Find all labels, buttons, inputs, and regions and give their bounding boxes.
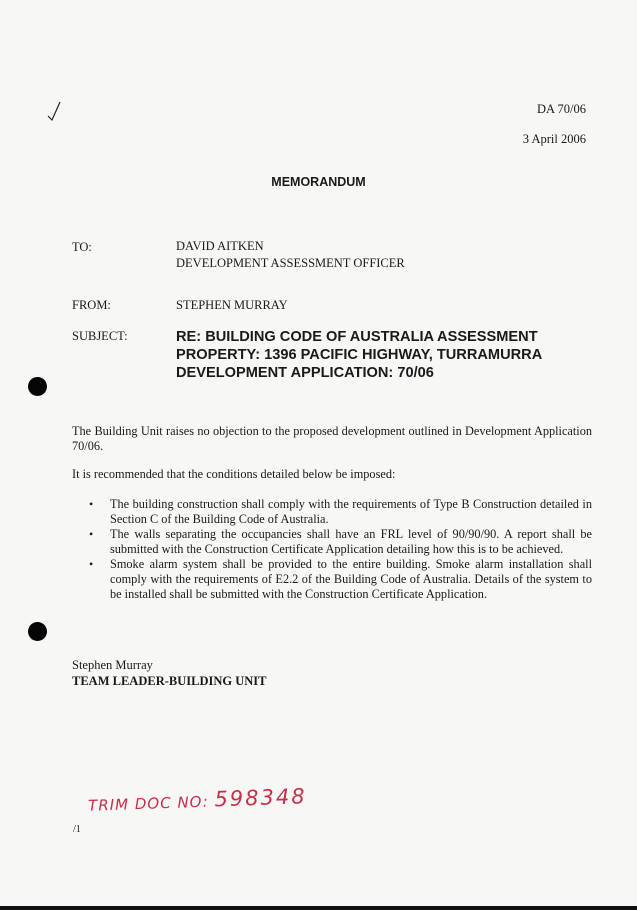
subject-label: SUBJECT: [72,329,128,343]
recipient-position: DEVELOPMENT ASSESSMENT OFFICER [176,256,405,270]
handwritten-label: TRIM DOC NO: [87,792,210,815]
condition-text: The walls separating the occupancies shall have an FRL level of 90/90/90. A report shall be submitted with the Construction Certificate Application detailing how this is to be achieved. [110,527,592,556]
handwritten-doc-number: 598348 [214,784,307,812]
body-paragraph-1: The Building Unit raises no objection to the proposed development outlined in Development Application 70/06. [72,424,592,453]
list-item [72,557,592,602]
document-reference: DA 70/06 [537,102,586,116]
bullet-icon: • [89,527,94,541]
bullet-icon: • [89,497,94,511]
to-label: TO: [72,240,92,254]
handwritten-trim-note [88,784,307,816]
condition-text: Smoke alarm system shall be provided to the entire building. Smoke alarm installation shall comply with the requirements of E2.2 of the Building Code of Australia. Details of the system to be installed shall be submitted with the Construction Certificate Application. [110,557,592,601]
page-mark: /1 [73,824,81,835]
subject-line-re: RE: BUILDING CODE OF AUSTRALIA ASSESSMENT [176,329,538,345]
sender-name: STEPHEN MURRAY [176,298,288,312]
bullet-icon: • [89,557,94,571]
recipient-name: DAVID AITKEN [176,239,264,253]
from-label: FROM: [72,298,111,312]
list-item [72,527,592,557]
subject-block [176,328,542,382]
body-paragraph-2: It is recommended that the conditions detailed below be imposed: [72,467,396,481]
conditions-list [72,497,592,602]
signatory-title: TEAM LEADER-BUILDING UNIT [72,674,267,688]
signatory-name: Stephen Murray [72,658,153,672]
binder-hole-bottom [28,622,47,641]
condition-text: The building construction shall comply with the requirements of Type B Construction detailed in Section C of the Building Code of Australia. [110,497,592,526]
subject-line-application: DEVELOPMENT APPLICATION: 70/06 [176,365,434,381]
subject-line-property: PROPERTY: 1396 PACIFIC HIGHWAY, TURRAMURRA [176,347,543,363]
memo-title: MEMORANDUM [271,175,366,189]
to-block [176,238,405,272]
memo-date: 3 April 2006 [522,132,586,146]
binder-hole-top [28,377,47,396]
scan-edge [0,906,637,910]
list-item [72,497,592,527]
handwritten-tick-mark [40,88,70,124]
